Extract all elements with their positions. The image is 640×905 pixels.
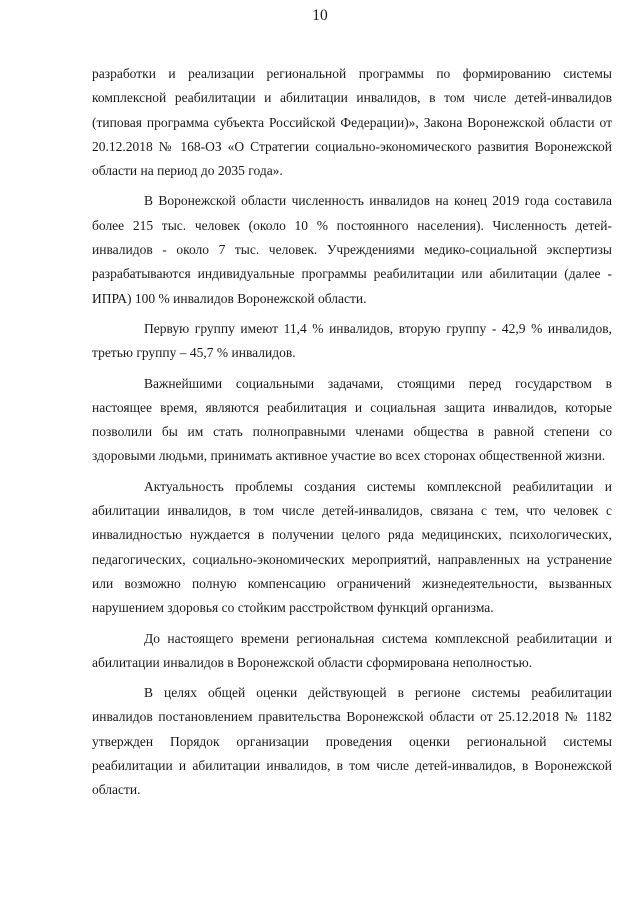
page-number: 10 bbox=[312, 7, 328, 24]
paragraph-regional-system: До настоящего времени региональная система комплексной реабилитации и абилитации инвалидов в Воронежской области сформирована неполностью. bbox=[92, 630, 612, 670]
paragraph-assessment-procedure: В целях общей оценки действующей в регионе системы реабилитации инвалидов постановлением правительства Воронежской области от 25.12.2018 № 1182 утвержден Порядок организации проведения оценки региональной системы реабилитации и абилитации инвалидов, в том числе детей-инвалидов, в Воронежской области. bbox=[92, 685, 612, 798]
paragraph-continuation: разработки и реализации региональной программы по формированию системы комплексной реабилитации и абилитации инвалидов, в том числе детей-инвалидов (типовая программа субъекта Российской Федерации)», Закона Воронежской области от 20.12.2018 № 168-ОЗ «О Стратегии социально-экономического развития Воронежской области на период до 2035 года». bbox=[92, 66, 612, 179]
document-body bbox=[92, 62, 612, 809]
paragraph-social-tasks: Важнейшими социальными задачами, стоящими перед государством в настоящее время, являются реабилитация и социальная защита инвалидов, которые позволили бы им стать полноправными членами общества в равной степени со здоровыми людьми, принимать активное участие во всех сторонах общественной жизни. bbox=[92, 375, 612, 464]
paragraph-disabled-population: В Воронежской области численность инвалидов на конец 2019 года составила более 215 тыс. человек (около 10 % постоянного населения). Численность детей-инвалидов - около 7 тыс. человек. Учреждениями медико-социальной экспертизы разрабатываются индивидуальные программы реабилитации или абилитации (далее - ИПРА) 100 % инвалидов Воронежской области. bbox=[92, 193, 612, 306]
paragraph-disability-groups: Первую группу имеют 11,4 % инвалидов, вторую группу - 42,9 % инвалидов, третью группу – 45,7 % инвалидов. bbox=[92, 320, 612, 361]
paragraph-relevance: Актуальность проблемы создания системы комплексной реабилитации и абилитации инвалидов, в том числе детей-инвалидов, связана с тем, что человек с инвалидностью нуждается в получении целого ряда медицинских, психологических, педагогических, социально-экономических мероприятий, направленных на устранение или возможно полную компенсацию ограничений жизнедеятельности, вызванных нарушением здоровья со стойким расстройством функций организма. bbox=[92, 478, 612, 616]
